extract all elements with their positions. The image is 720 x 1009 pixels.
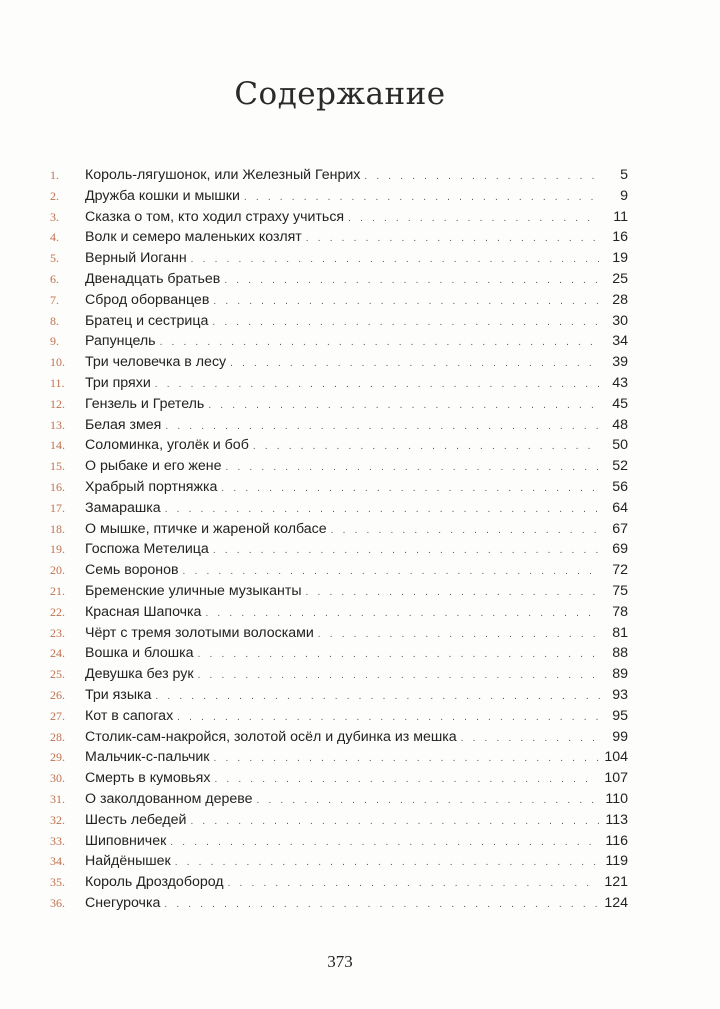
toc-entry-page: 39 xyxy=(612,354,628,371)
toc-entry[interactable] xyxy=(50,560,628,581)
toc-entry-number: 36. xyxy=(50,895,65,910)
toc-entry-page: 5 xyxy=(620,167,628,183)
toc-entry[interactable] xyxy=(50,872,628,893)
toc-entry[interactable] xyxy=(50,810,628,831)
toc-entry-page: 99 xyxy=(612,728,628,745)
dot-leader xyxy=(226,458,600,479)
dot-leader xyxy=(183,562,600,583)
toc-entry-number: 30. xyxy=(50,771,65,786)
toc-entry-title: О мышке, птичке и жареной колбасе xyxy=(85,520,327,537)
toc-entry-number: 20. xyxy=(50,563,65,578)
toc-entry[interactable] xyxy=(50,165,628,186)
toc-entry-page: 45 xyxy=(612,395,628,412)
toc-entry-title: Три человечка в лесу xyxy=(85,354,227,371)
toc-entry-page: 69 xyxy=(612,541,628,558)
toc-entry[interactable] xyxy=(50,747,628,768)
toc-entry-title: Двенадцать братьев xyxy=(85,270,221,287)
dot-leader xyxy=(164,895,598,916)
toc-entry[interactable] xyxy=(50,602,628,623)
toc-entry-title: О рыбаке и его жене xyxy=(85,458,222,475)
dot-leader xyxy=(165,417,600,438)
toc-entry[interactable] xyxy=(50,789,628,810)
table-of-contents xyxy=(50,165,628,914)
dot-leader xyxy=(364,167,600,188)
dot-leader xyxy=(213,749,598,770)
toc-entry-page: 16 xyxy=(612,229,628,246)
toc-entry[interactable] xyxy=(50,851,628,872)
toc-entry-page: 19 xyxy=(612,250,628,267)
toc-entry-number: 10. xyxy=(50,355,65,370)
toc-entry-number: 15. xyxy=(50,459,65,474)
toc-entry[interactable] xyxy=(50,831,628,852)
dot-leader xyxy=(318,625,600,646)
toc-entry-title: Девушка без рук xyxy=(85,666,194,683)
toc-entry-number: 9. xyxy=(50,334,59,349)
toc-entry-title: Три пряхи xyxy=(85,374,151,391)
toc-entry-title: Найдёнышек xyxy=(85,853,171,870)
toc-entry-number: 7. xyxy=(50,292,59,307)
toc-entry-number: 5. xyxy=(50,251,59,266)
toc-entry[interactable] xyxy=(50,664,628,685)
toc-entry-title: Сброд оборванцев xyxy=(85,291,210,308)
toc-entry-title: Снегурочка xyxy=(85,894,161,911)
toc-entry[interactable] xyxy=(50,768,628,789)
toc-entry-number: 31. xyxy=(50,791,65,806)
dot-leader xyxy=(306,583,600,604)
toc-entry-page: 30 xyxy=(612,312,628,329)
dot-leader xyxy=(228,874,599,895)
toc-entry-page: 9 xyxy=(620,187,628,204)
toc-entry-title: Госпожа Метелица xyxy=(85,541,209,558)
dot-leader xyxy=(253,437,600,458)
toc-entry-title: Король-лягушонок, или Железный Генрих xyxy=(85,167,361,183)
toc-entry-page: 48 xyxy=(612,416,628,433)
toc-entry-page: 88 xyxy=(612,645,628,662)
dot-leader xyxy=(208,396,600,417)
toc-entry-title: Гензель и Гретель xyxy=(85,395,205,412)
toc-entry-page: 50 xyxy=(612,437,628,454)
toc-entry-number: 18. xyxy=(50,521,65,536)
toc-entry-number: 11. xyxy=(50,375,65,390)
toc-entry-title: Волк и семеро маленьких козлят xyxy=(85,229,302,246)
toc-entry-page: 56 xyxy=(612,478,628,495)
toc-entry-number: 28. xyxy=(50,729,65,744)
toc-entry-number: 6. xyxy=(50,271,59,286)
toc-entry-title: Три языка xyxy=(85,686,152,703)
toc-entry[interactable] xyxy=(50,394,628,415)
toc-entry-number: 27. xyxy=(50,708,65,723)
toc-entry-page: 113 xyxy=(605,811,628,828)
toc-entry-number: 33. xyxy=(50,833,65,848)
toc-entry-title: Рапунцель xyxy=(85,333,156,350)
toc-entry-page: 110 xyxy=(605,790,628,807)
toc-entry[interactable] xyxy=(50,706,628,727)
toc-entry-number: 19. xyxy=(50,542,65,557)
page-title: Содержание xyxy=(234,76,446,112)
dot-leader xyxy=(170,833,599,854)
toc-entry[interactable] xyxy=(50,373,628,394)
toc-entry-title: О заколдованном дереве xyxy=(85,790,253,807)
toc-entry[interactable] xyxy=(50,331,628,352)
toc-entry[interactable] xyxy=(50,269,628,290)
page-number: 373 xyxy=(327,952,353,971)
toc-entry-page: 95 xyxy=(612,707,628,724)
toc-entry-page: 67 xyxy=(612,520,628,537)
toc-entry-number: 35. xyxy=(50,875,65,890)
toc-entry-number: 2. xyxy=(50,188,59,203)
dot-leader xyxy=(155,375,600,396)
dot-leader xyxy=(198,666,600,687)
toc-entry-page: 107 xyxy=(604,770,628,787)
dot-leader xyxy=(257,791,600,812)
dot-leader xyxy=(213,541,600,562)
toc-entry-title: Шесть лебедей xyxy=(85,811,187,828)
dot-leader xyxy=(230,354,600,375)
toc-entry[interactable] xyxy=(50,727,628,748)
toc-entry-page: 34 xyxy=(612,333,628,350)
toc-entry-page: 124 xyxy=(604,894,628,911)
toc-entry-title: Белая змея xyxy=(85,416,162,433)
toc-entry-number: 14. xyxy=(50,438,65,453)
toc-entry-number: 12. xyxy=(50,396,65,411)
toc-entry-title: Братец и сестрица xyxy=(85,312,209,329)
toc-entry-title: Король Дроздобород xyxy=(85,874,224,891)
dot-leader xyxy=(224,271,600,292)
toc-entry-page: 104 xyxy=(604,749,628,766)
toc-entry-page: 81 xyxy=(612,624,628,641)
dot-leader xyxy=(155,687,600,708)
toc-entry-number: 25. xyxy=(50,667,65,682)
dot-leader xyxy=(205,604,600,625)
toc-entry-number: 16. xyxy=(50,479,65,494)
toc-entry-number: 13. xyxy=(50,417,65,432)
toc-entry-title: Замарашка xyxy=(85,499,161,516)
toc-entry-number: 32. xyxy=(50,812,65,827)
toc-entry[interactable] xyxy=(50,539,628,560)
toc-entry[interactable] xyxy=(50,477,628,498)
toc-entry-number: 21. xyxy=(50,583,65,598)
toc-entry-title: Семь воронов xyxy=(85,562,179,579)
toc-entry-number: 3. xyxy=(50,209,59,224)
toc-entry[interactable] xyxy=(50,623,628,644)
toc-entry-title: Кот в сапогах xyxy=(85,707,174,724)
toc-entry-number: 34. xyxy=(50,854,65,869)
toc-entry-number: 8. xyxy=(50,313,59,328)
toc-entry-title: Шиповничек xyxy=(85,832,167,849)
toc-entry-page: 25 xyxy=(612,270,628,287)
dot-leader xyxy=(191,250,600,271)
dot-leader xyxy=(331,521,600,542)
toc-entry-page: 119 xyxy=(605,853,628,870)
toc-entry-title: Красная Шапочка xyxy=(85,603,202,620)
toc-entry[interactable] xyxy=(50,415,628,436)
toc-entry-page: 75 xyxy=(612,582,628,599)
toc-entry[interactable] xyxy=(50,685,628,706)
toc-entry-title: Вошка и блошка xyxy=(85,645,194,662)
toc-entry-page: 93 xyxy=(612,686,628,703)
toc-entry[interactable] xyxy=(50,227,628,248)
dot-leader xyxy=(175,853,600,874)
toc-entry[interactable] xyxy=(50,248,628,269)
toc-entry-number: 24. xyxy=(50,646,65,661)
toc-entry-title: Мальчик-с-пальчик xyxy=(85,749,210,766)
toc-entry[interactable] xyxy=(50,643,628,664)
toc-entry-page: 116 xyxy=(605,832,628,849)
dot-leader xyxy=(213,292,600,313)
toc-entry-page: 64 xyxy=(612,499,628,516)
toc-entry-page: 78 xyxy=(612,603,628,620)
toc-entry-number: 22. xyxy=(50,604,65,619)
dot-leader xyxy=(198,645,600,666)
toc-entry-number: 1. xyxy=(50,168,59,182)
dot-leader xyxy=(348,209,600,230)
toc-entry-title: Бременские уличные музыканты xyxy=(85,582,302,599)
toc-entry[interactable] xyxy=(50,290,628,311)
dot-leader xyxy=(190,812,599,833)
dot-leader xyxy=(212,313,600,334)
toc-entry-number: 4. xyxy=(50,230,59,245)
toc-entry-title: Храбрый портняжка xyxy=(85,478,218,495)
toc-entry-page: 43 xyxy=(612,374,628,391)
toc-entry[interactable] xyxy=(50,311,628,332)
toc-entry-title: Дружба кошки и мышки xyxy=(85,187,240,204)
toc-entry-page: 52 xyxy=(612,458,628,475)
toc-entry[interactable] xyxy=(50,519,628,540)
toc-entry-page: 28 xyxy=(612,291,628,308)
toc-entry[interactable] xyxy=(50,186,628,207)
toc-entry-title: Верный Иоганн xyxy=(85,250,187,267)
toc-entry[interactable] xyxy=(50,207,628,228)
toc-entry[interactable] xyxy=(50,893,628,914)
dot-leader xyxy=(165,500,600,521)
toc-entry[interactable] xyxy=(50,352,628,373)
toc-entry-title: Сказка о том, кто ходил страху учиться xyxy=(85,208,345,225)
toc-entry-page: 89 xyxy=(612,666,628,683)
toc-entry-title: Чёрт с тремя золотыми волосками xyxy=(85,624,314,641)
dot-leader xyxy=(177,708,600,729)
toc-entry-page: 121 xyxy=(604,874,628,891)
toc-entry-number: 26. xyxy=(50,687,65,702)
dot-leader xyxy=(306,229,600,250)
toc-entry-number: 29. xyxy=(50,750,65,765)
toc-entry-title: Столик-сам-накройся, золотой осёл и дубинка из мешка xyxy=(85,728,457,745)
toc-entry-title: Смерть в кумовьях xyxy=(85,770,211,787)
dot-leader xyxy=(244,188,600,209)
toc-entry[interactable] xyxy=(50,498,628,519)
toc-entry-number: 17. xyxy=(50,500,65,515)
toc-entry-title: Соломинка, уголёк и боб xyxy=(85,437,249,454)
toc-entry-page: 72 xyxy=(612,562,628,579)
toc-entry[interactable] xyxy=(50,456,628,477)
toc-entry-page: 11 xyxy=(613,208,628,225)
toc-entry-number: 23. xyxy=(50,625,65,640)
toc-entry[interactable] xyxy=(50,435,628,456)
toc-entry[interactable] xyxy=(50,581,628,602)
dot-leader xyxy=(461,729,600,750)
dot-leader xyxy=(221,479,600,500)
dot-leader xyxy=(160,333,600,354)
dot-leader xyxy=(214,770,598,791)
